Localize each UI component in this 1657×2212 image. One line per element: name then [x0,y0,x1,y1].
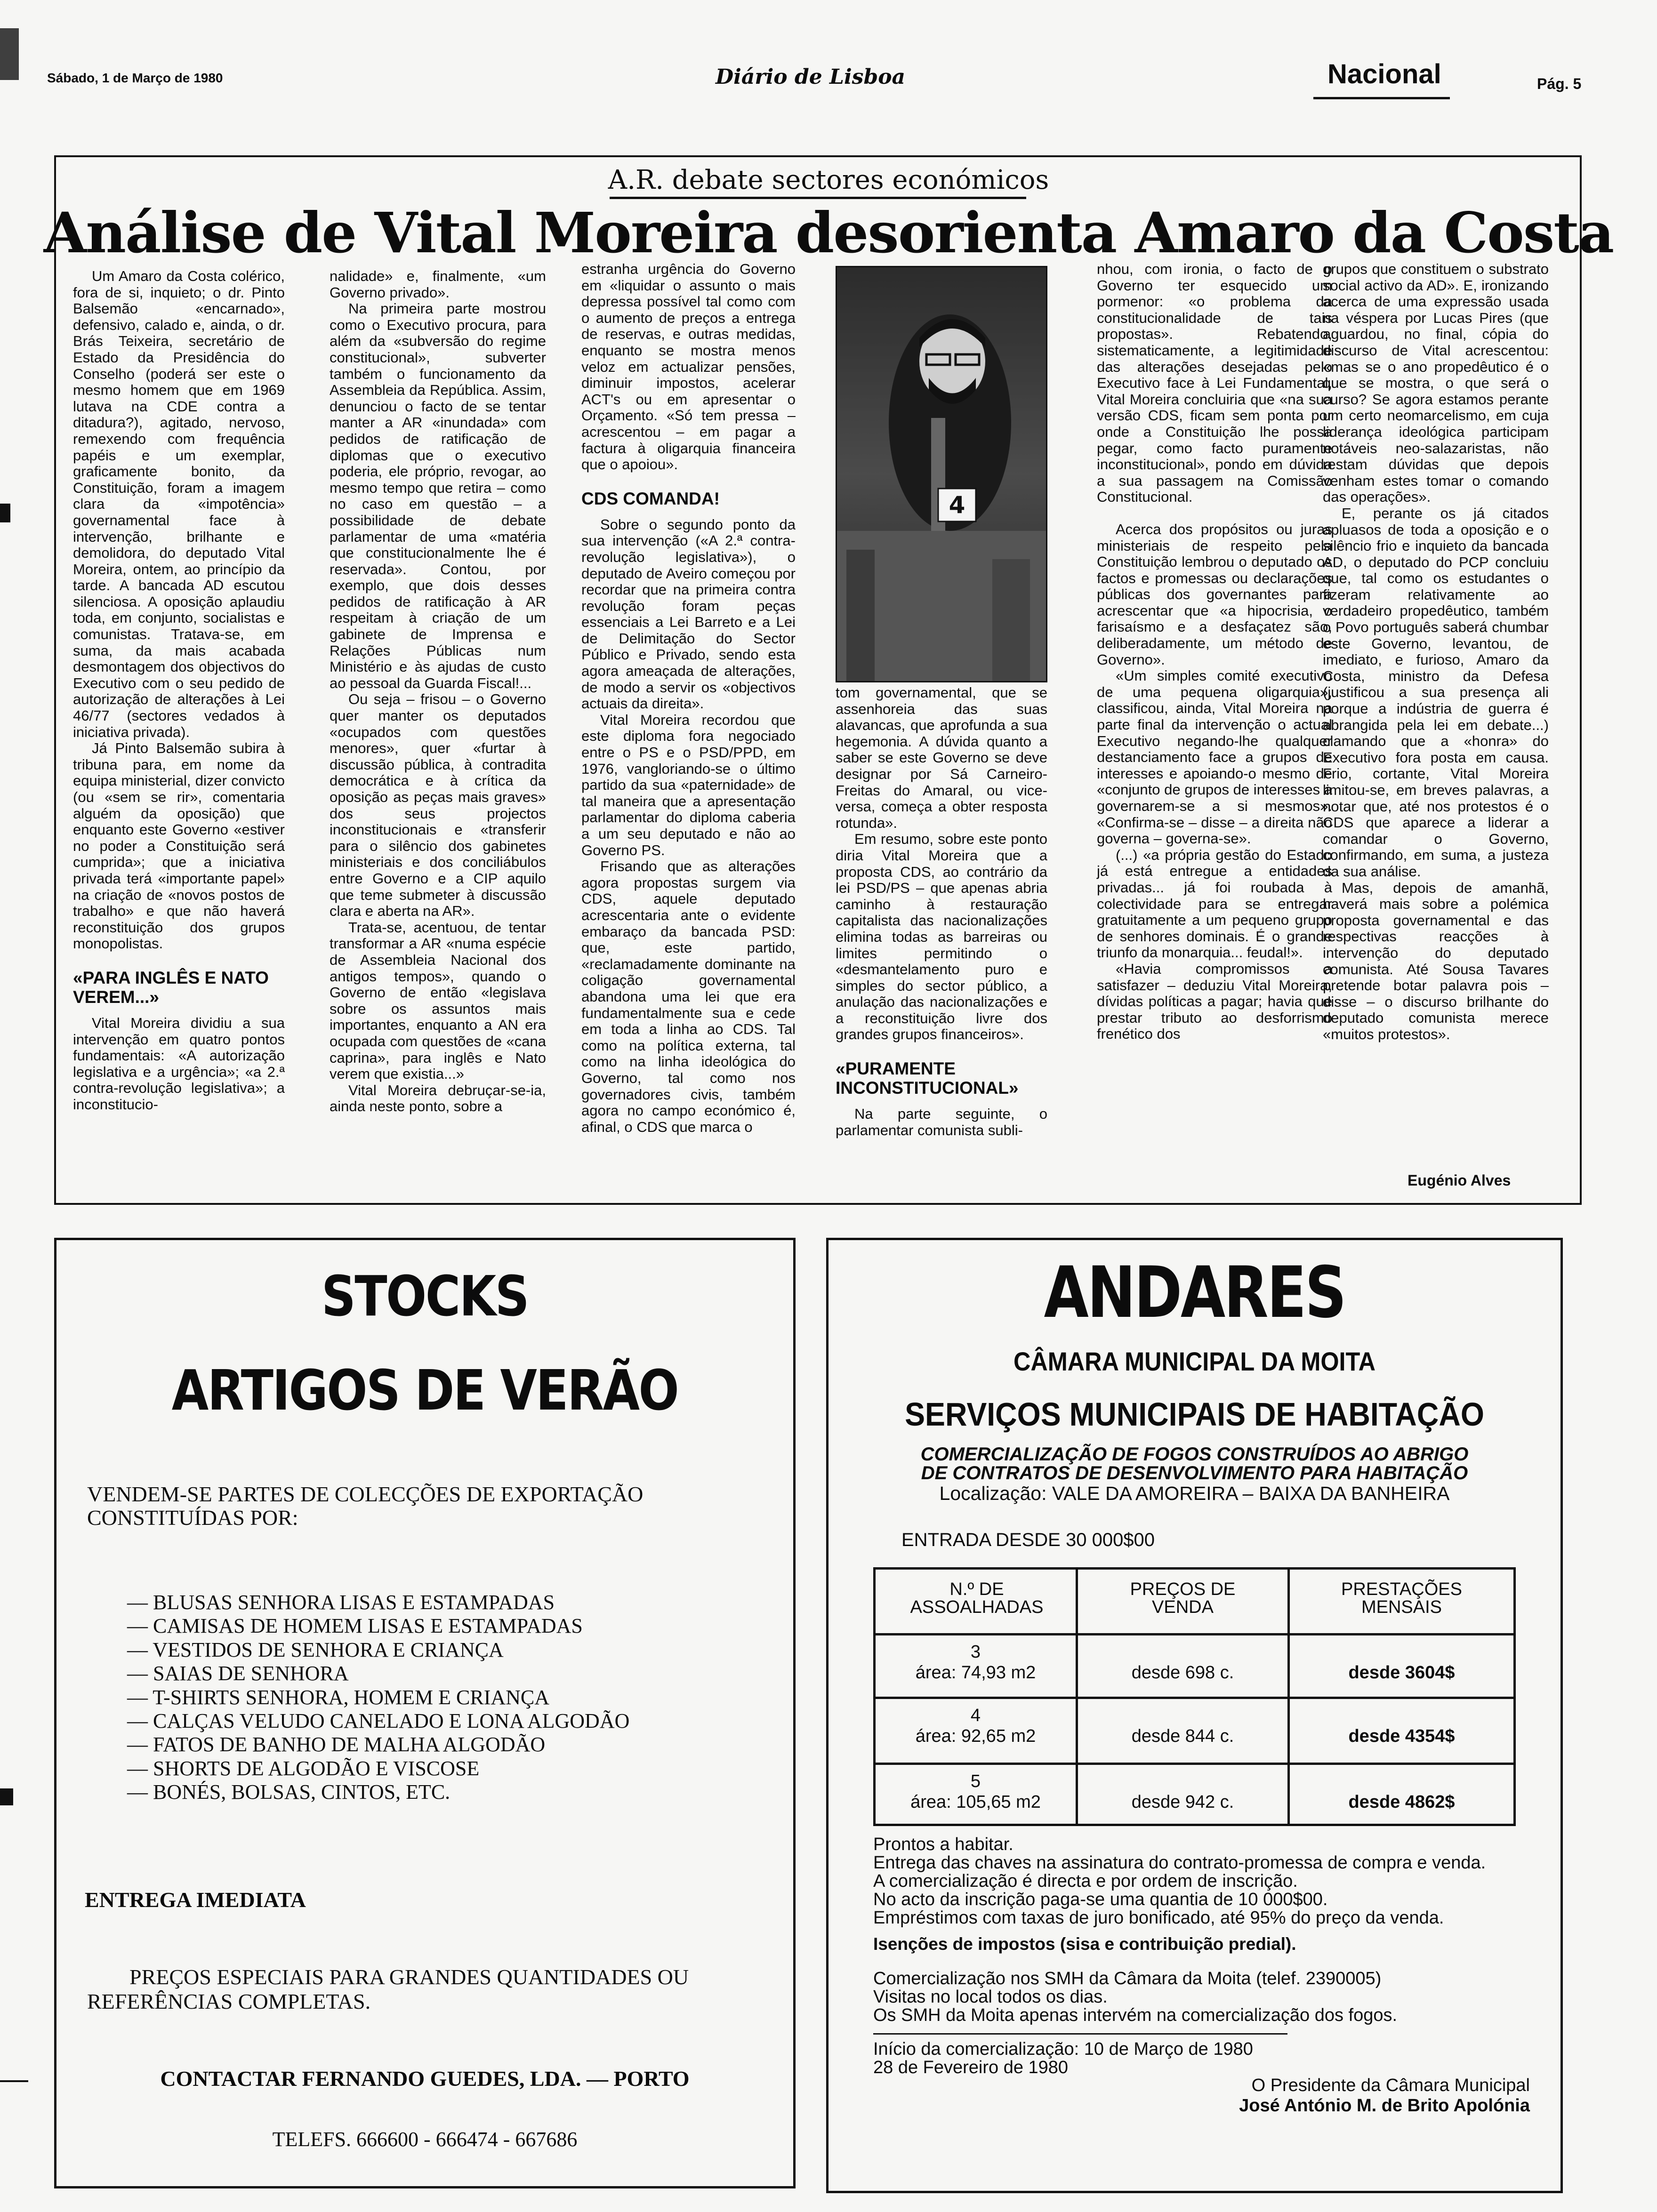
paragraph: nhou, com ironia, o facto de o Governo ter esquecido um pormenor: «o problema da constitucionalidade de tais propostas». Rebatendo, sistematicamente, a legitimidade das alterações desejadas pelo Executivo face à Lei Fundamental, Vital Moreira concluiria que «na sua versão CDS, ficam sem ponta por onde a Constituição lhe possa pegar, como facto puramente inconstitucional», pondo em dúvida a sua passagem na Comissão Constitucional. [1097,261,1332,505]
stocks-prices-note: PREÇOS ESPECIAIS PARA GRANDES QUANTIDADES OU REFERÊNCIAS COMPLETAS. [87,1965,689,2013]
note-line: Empréstimos com taxas de juro bonificado, até 95% do preço da venda. [873,1908,1444,1928]
paragraph: nalidade» e, finalmente, «um Governo privado». [330,268,546,301]
signatory-title: O Presidente da Câmara Municipal [1251,2076,1530,2095]
rooms-cell: 5 [970,1771,981,1791]
section-underline [1313,97,1450,99]
list-item: — CAMISAS DE HOMEM LISAS E ESTAMPADAS [127,1614,583,1638]
stocks-ad-subtitle: ARTIGOS DE VERÃO [171,1358,678,1423]
paragraph: tom governamental, que se assenhoreia das suas alavancas, que aprofunda a sua hegemonia. A dúvida quanto a saber se este Governo se deve designar por Sá Carneiro-Freitas do Amaral, ou vice-versa, começa a obter resposta rotunda». [836,684,1047,831]
stocks-phones: TELEFS. 666600 - 666474 - 667686 [272,2128,578,2151]
paragraph: Vital Moreira dividiu a sua intervenção em quatro pontos fundamentais: «A autorização legislativa e a urgência»; «a 2.ª contra-revolução legislativa»; a inconstitucio- [73,1014,285,1113]
andares-contacts [873,1970,1397,2025]
paragraph: Já Pinto Balsemão subira à tribuna para, em nome da equipa ministerial, dizer convicto (ou «sem se rir», comentaria alguém da oposição) que enquanto este Governo «estiver no poder a Constituição será cumprida»; que a iniciativa privada terá «importante papel» na criação de «novos postos de trabalho» e que não haverá reconstituição dos grupos monopolistas. [73,740,285,952]
table-header-line: N.º DE [949,1579,1004,1599]
table-row [876,1771,1076,1812]
subheading: «PURAMENTE INCONSTITUCIONAL» [836,1059,1019,1098]
article-column-3 [581,261,796,1135]
kicker-underline [610,197,1026,199]
table-divider [873,1763,1516,1765]
list-item: — BLUSAS SENHORA LISAS E ESTAMPADAS [127,1591,555,1614]
table-header-line: MENSAIS [1361,1597,1442,1617]
stocks-item-list [127,1591,629,1804]
table-header-line: ASSOALHADAS [910,1597,1044,1617]
rooms-cell: 4 [970,1706,981,1725]
paragraph: Ou seja – frisou – o Governo quer manter os deputados «ocupados com questões menores», quer «furtar à discussão pública, à contradita democrática e à crítica da oposição as peças mais graves» dos seus projectos inconstitucionais e «transferir para o silêncio dos gabinetes ministeriais e dos conciliábulos entre Governo e a CIP aquilo que teme submeter à discussão clara e aberta na AR». [330,691,546,920]
article-column-6 [1323,261,1549,1043]
paragraph: Trata-se, acentuou, de tentar transformar a AR «numa espécie de Assembleia Nacional dos antigos tempos», quando o Governo de então «legislava sobre os assuntos mais importantes, enquanto a AN era ocupada com questões de «cana caprina», para inglês e Nato verem que existia...» [330,919,546,1082]
andares-entry-price: ENTRADA DESDE 30 000$00 [901,1530,1155,1550]
subheading: «PARA INGLÊS E NATO VEREM...» [73,968,269,1007]
paragraph: Acerca dos propósitos ou juras ministeriais de respeito pela Constituição lembrou o deputado os factos e promessas ou declarações públicas dos governantes para acrescentar que «a hipocrisia, o farisaísmo e a desfaçatez são, deliberadamente, um método de Governo». [1097,521,1332,668]
paragraph: «Um simples comité executivo de uma pequena oligarquia», classificou, ainda, Vital Moreira na parte final da intervenção o actual Executivo negando-lhe qualquer destanciamento face a grupos de interesses e apoiando-o mesmo de «conjunto de grupos de interesses a governarem-se a si mesmos». «Confirma-se – disse – a direita não governa – governa-se». [1097,667,1332,847]
list-item: — CALÇAS VELUDO CANELADO E LONA ALGODÃO [127,1709,630,1733]
speaker-photo-illustration [837,267,1046,681]
andares-location: Localização: VALE DA AMOREIRA – BAIXA DA BANHEIRA [939,1483,1450,1504]
rooms-cell: 3 [970,1642,981,1662]
note-line: Prontos a habitar. [873,1835,1014,1854]
list-item: — SHORTS DE ALGODÃO E VISCOSE [127,1756,480,1780]
paragraph: «Havia compromissos a satisfazer – deduziu Vital Moreira, dívidas políticas a pagar; havia que prestar tributo ao desforrismo frenético dos [1097,960,1332,1042]
paragraph: Vital Moreira recordou que este diploma fora negociado entre o PS e o PSD/PPD, em 1976, vangloriando-se o último partido da sua «paternidade» de tal maneira que a apresentação parlamentar do diploma caberia a um seu deputado e não ao Governo PS. [581,711,796,858]
andares-ad-title: ANDARES [1044,1252,1345,1334]
article-column-4 [836,685,1047,1138]
paragraph: grupos que constituem o substrato social activo da AD». E, ironizando acerca de uma expressão usada na véspera por Lucas Pires (que aguardou, no final, cópia do discurso de Vital acrescentou: «mas se o ano propedêutico é o que se mostra, o que será o curso? Se agora estamos perante um certo neomarcelismo, em cuja liderança ideológica participam notáveis neo-salazaristas, não restam dúvidas que depois venham estes tomar o comando das operações». [1323,261,1549,505]
price-cell: desde 698 c. [1131,1663,1234,1683]
andares-divider [873,2033,1287,2035]
scan-margin-mark [0,2080,28,2082]
list-item: — T-SHIRTS SENHORA, HOMEM E CRIANÇA [127,1685,550,1709]
monthly-cell: desde 3604$ [1348,1663,1455,1683]
andares-start-date [873,2040,1253,2077]
scan-margin-mark [0,504,10,522]
contact-line: Os SMH da Moita apenas intervém na comercialização dos fogos. [873,2005,1398,2025]
andares-notes [873,1835,1523,1927]
issue-date: Sábado, 1 de Março de 1980 [47,71,223,85]
table-row [876,1642,1076,1683]
stocks-delivery-note: ENTREGA IMEDIATA [85,1888,306,1912]
section-name: Nacional [1327,59,1441,89]
price-cell: desde 942 c. [1131,1792,1234,1812]
contact-line: Visitas no local todos os dias. [873,1987,1108,2007]
table-divider [873,1697,1516,1699]
paragraph: Frisando que as alterações agora propostas surgem via CDS, aquele deputado acrescentaria ante o evidente embaraço da bancada PSD: que, este partido, «reclamadamente dominante na coligação governamental abandona uma lei que era fundamentalmente sua e cede em toda a linha ao CDS. Tal como na política externa, tal como na linha ideológica do Governo, tal como nos governadores civis, também agora no campo económico é, afinal, o CDS que marca o [581,858,796,1135]
article-kicker: A.R. debate sectores económicos [608,165,1049,195]
list-item: — BONÉS, BOLSAS, CINTOS, ETC. [127,1780,450,1804]
area-cell: área: 105,65 m2 [910,1792,1041,1812]
article-column-5 [1097,261,1332,1042]
table-row [876,1705,1076,1747]
price-cell: desde 844 c. [1131,1726,1234,1746]
note-line: No acto da inscrição paga-se uma quantia de 10 000$00. [873,1890,1328,1909]
scan-margin-mark [0,1788,13,1805]
andares-service-name: SERVIÇOS MUNICIPAIS DE HABITAÇÃO [905,1396,1484,1433]
area-cell: área: 74,93 m2 [915,1663,1036,1683]
article-photo [836,266,1047,682]
signatory-name: José António M. de Brito Apolónia [1239,2096,1530,2116]
start-line: 28 de Fevereiro de 1980 [873,2058,1069,2077]
monthly-cell: desde 4862$ [1348,1792,1455,1812]
table-header-line: PREÇOS DE [1130,1579,1236,1599]
note-line: A comercialização é directa e por ordem de inscrição. [873,1871,1298,1891]
note-line: Entrega das chaves na assinatura do contrato-promessa de compra e venda. [873,1853,1486,1873]
subheading: CDS COMANDA! [581,489,720,508]
paragraph: (...) «a própria gestão do Estado já está entregue a entidades privadas... já foi roubada à colectividade para se entregar gratuitamente a um pequeno grupo de senhores dominais. É o grande triunfo da monarquia... feudal!». [1097,846,1332,961]
paragraph: Na primeira parte mostrou como o Executivo procura, para além da «subversão do regime constitucional», subverter também o funcionamento da Assembleia da República. Assim, denunciou o facto de se tentar manter a AR «inundada» com pedidos de ratificação de diplomas que o executivo poderia, ele próprio, revogar, ao mesmo tempo que retira – como no caso em questão – a possibilidade de debate parlamentar de uma «matéria que constitucionalmente lhe é reservada». Contou, por exemplo, que dois desses pedidos de ratificação à AR respeitam à criação de um gabinete de Imprensa e Relações Públicas num Ministério e às ajudas de custo ao pessoal da Guarda Fiscal!... [330,300,546,691]
paragraph: Um Amaro da Costa colérico, fora de si, inquieto; o dr. Pinto Balsemão «encarnado», defensivo, calado e, ainda, o dr. Brás Teixeira, secretário de Estado da Presidência do Conselho (poderá ser este o mesmo homem que em 1969 lutava na CDE contra a ditadura?), agitado, nervoso, remexendo com frequência papéis e um exemplar, graficamente bonito, da Constituição, foram a imagem clara da «impotência» governamental face à intervenção, brilhante e demolidora, do deputado Vital Moreira, ontem, ao princípio da tarde. A bancada AD escutou silenciosa. A oposição aplaudiu toda, em conjunto, socialistas e comunistas. Tratava-se, em suma, da mais acabada desmontagem dos objectivos do Executivo com o seu pedido de autorização de alterações à Lei 46/77 (sectores vedados à iniciativa privada). [73,268,285,740]
paragraph: Na parte seguinte, o parlamentar comunista subli- [836,1106,1047,1138]
paragraph: Em resumo, sobre este ponto diria Vital Moreira que a proposta CDS, ao contrário da lei PSD/PS – que apenas abria caminho à restauração capitalista das nacionalizações elimina todas as barreiras ou limites permitindo o «desmantelamento puro e simples do sector público, a anulação das nacionalizações e a reconstituição livre dos grandes grupos financeiros». [836,831,1047,1043]
paragraph: Vital Moreira debruçar-se-ia, ainda neste ponto, sobre a [330,1082,546,1115]
stocks-contact: CONTACTAR FERNANDO GUEDES, LDA. — PORTO [160,2067,690,2091]
paragraph: Sobre o segundo ponto da sua intervenção («A 2.ª contra-revolução legislativa»), o deputado de Aveiro começou por recordar que na primeira contra revolução foram peças essenciais a Lei Barreto e a Lei de Delimitação do Sector Público e Privado, sendo esta agora ameaçada de alterações, de modo a servir os «objectivos actuais da direita». [581,516,796,712]
paragraph: estranha urgência do Governo em «liquidar o assunto o mais depressa possível tal como com o aumento de preços a entrega de reservas, e outras medidas, enquanto se mostra menos veloz em actualizar pensões, diminuir impostos, acelerar ACT's ou em apresentar o Orçamento. «Só tem pressa – acrescentou – em pagar a factura à oligarquia financeira que o apoiou». [581,261,796,473]
start-line: Início da comercialização: 10 de Março de 1980 [873,2039,1253,2059]
table-header-line: PRESTAÇÕES [1341,1579,1462,1599]
stocks-ad-intro: VENDEM-SE PARTES DE COLECÇÕES DE EXPORTAÇÃO CONSTITUÍDAS POR: [87,1482,643,1530]
andares-subtitle-line: DE CONTRATOS DE DESENVOLVIMENTO PARA HABITAÇÃO [921,1463,1468,1483]
list-item: — SAIAS DE SENHORA [127,1662,349,1685]
table-divider [873,1633,1516,1635]
list-item: — VESTIDOS DE SENHORA E CRIANÇA [127,1638,504,1661]
table-header [876,1580,1078,1616]
delegate-number: 4 [949,491,965,519]
paragraph: Mas, depois de amanhã, haverá mais sobre a polémica proposta governamental e das respectivas reacções à intervenção do deputado comunista. Até Sousa Tavares pretende botar palavra pois – disse – o discurso brilhante do deputado comunista merece «muitos protestos». [1323,879,1549,1042]
monthly-cell: desde 4354$ [1348,1726,1455,1746]
newspaper-name: Diário de Lisboa [716,65,906,89]
andares-issuer: CÂMARA MUNICIPAL DA MOITA [1014,1346,1375,1376]
article-column-2 [330,268,546,1115]
table-header-line: VENDA [1152,1597,1214,1617]
paragraph: E, perante os já citados apluasos de toda a oposição e o silêncio frio e inquieto da bancada AD, o deputado do PCP concluiu que, tal como os estudantes o fizeram relativamente ao verdadeiro propedêutico, também o Povo português saberá chumbar este Governo, levantou, de imediato, e furioso, Amaro da Costa, ministro da Defesa (justificou a sua presença ali porque a indústria de guerra é abrangida pela lei em debate...) clamando que a «honra» do Executivo fora posta em causa. Frio, cortante, Vital Moreira limitou-se, em breves palavras, a notar que, até nos protestos é o CDS que aparece a liderar a comandar o Governo, confirmando, em suma, a justeza da sua análise. [1323,505,1549,880]
list-item: — FATOS DE BANHO DE MALHA ALGODÃO [127,1733,546,1756]
byline: Eugénio Alves [1408,1172,1511,1189]
area-cell: área: 92,65 m2 [915,1726,1036,1746]
article-headline: Análise de Vital Moreira desorienta Amaro da Costa [43,200,1614,265]
stocks-ad-title: STOCKS [321,1264,529,1329]
andares-tax-exemption: Isenções de impostos (sisa e contribuição predial). [873,1934,1296,1954]
scan-margin-mark [0,28,19,80]
article-column-1 [73,268,285,1113]
contact-line: Comercialização nos SMH da Câmara da Moita (telef. 2390005) [873,1969,1382,1988]
page-number: Pág. 5 [1537,75,1582,92]
table-header [1078,1580,1287,1616]
andares-subtitle-line: COMERCIALIZAÇÃO DE FOGOS CONSTRUÍDOS AO ABRIGO [920,1444,1469,1465]
table-header [1290,1580,1513,1616]
andares-subtitle [826,1445,1563,1483]
